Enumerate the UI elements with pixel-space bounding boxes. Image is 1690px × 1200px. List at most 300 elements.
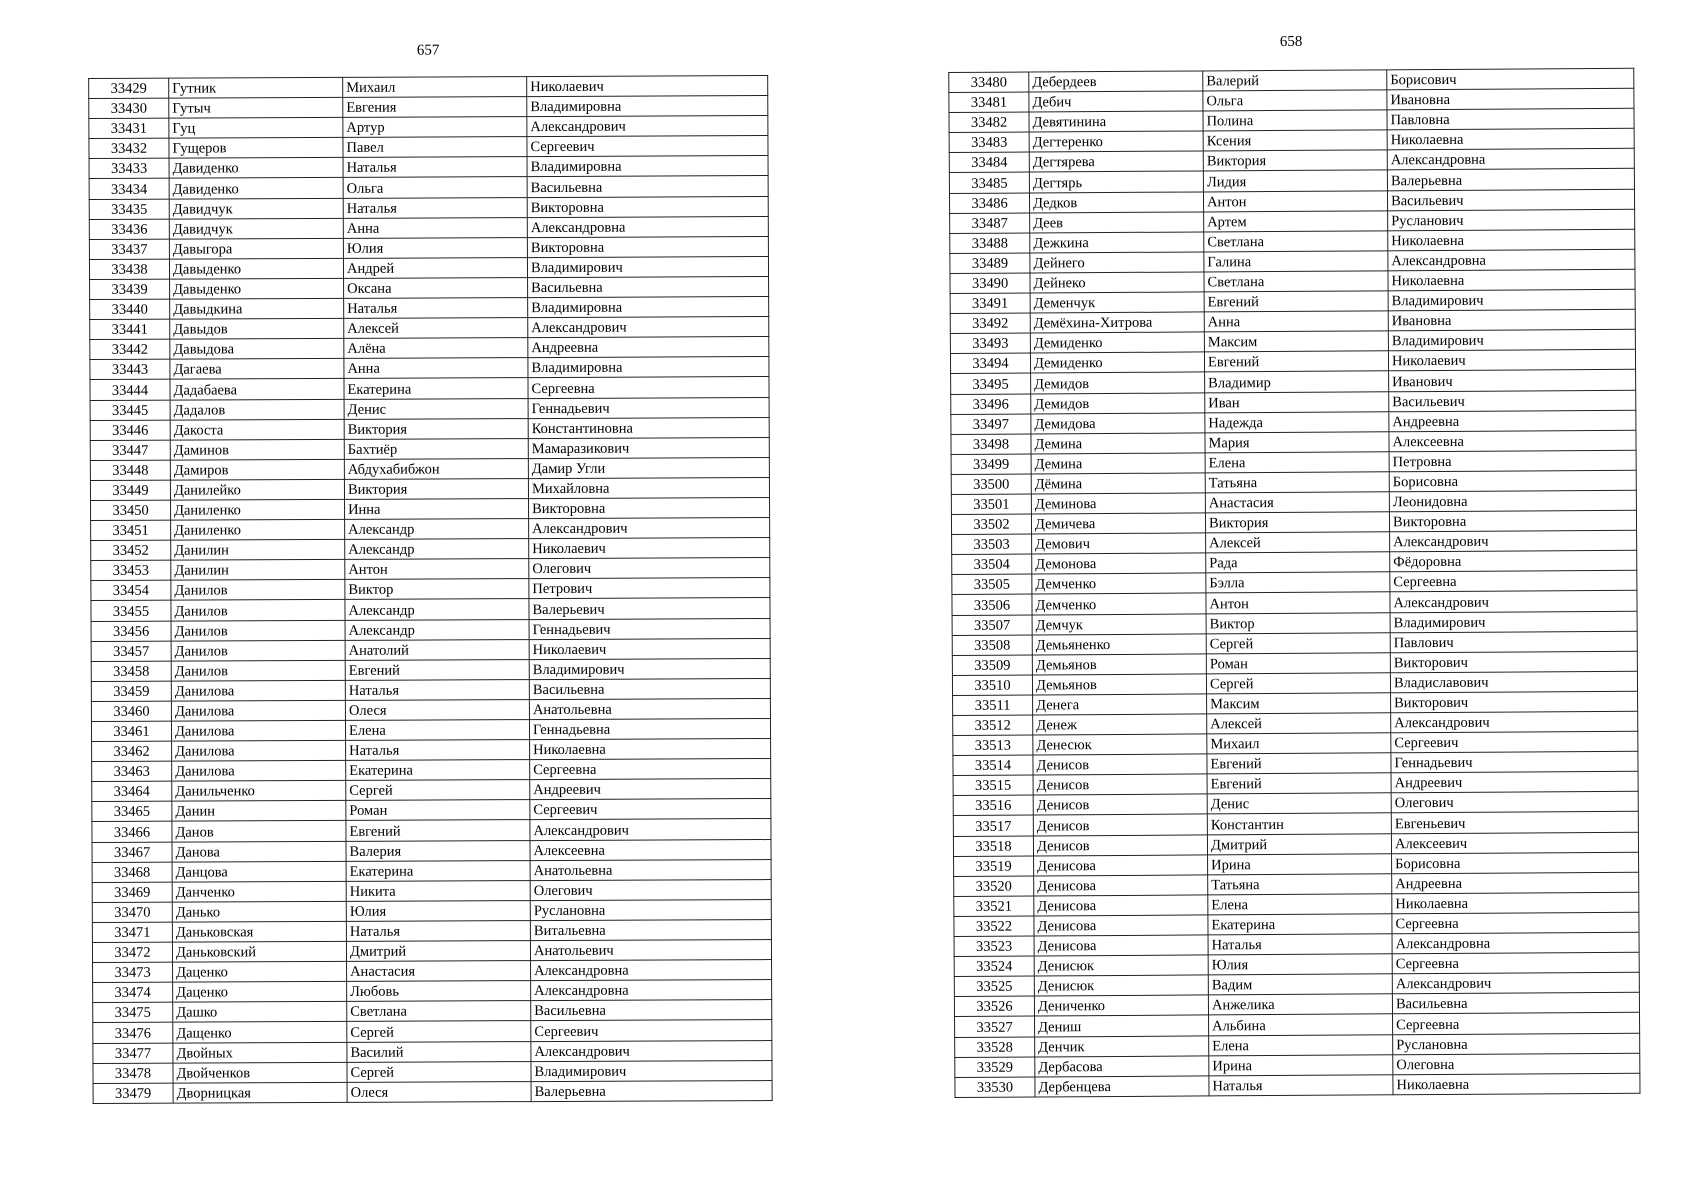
record-number-cell: 33530 [955, 1077, 1035, 1098]
surname-cell: Гутыч [169, 97, 343, 118]
patronymic-cell: Иванович [1389, 370, 1636, 392]
surname-cell: Девятинина [1029, 111, 1203, 132]
first-name-cell: Галина [1204, 251, 1388, 272]
record-number-cell: 33507 [952, 615, 1032, 636]
record-number-cell: 33472 [92, 942, 172, 962]
first-name-cell: Сергей [346, 780, 530, 801]
first-name-cell: Екатерина [344, 378, 528, 399]
surname-cell: Данилов [171, 660, 345, 681]
surname-cell: Демович [1032, 533, 1206, 554]
surname-cell: Демидова [1031, 413, 1205, 434]
table-row [93, 1080, 772, 1103]
record-number-cell: 33461 [91, 721, 171, 741]
first-name-cell: Максим [1204, 331, 1388, 352]
record-number-cell: 33438 [89, 259, 169, 279]
surname-cell: Денега [1033, 694, 1207, 715]
patronymic-cell: Владимировна [527, 96, 768, 117]
first-name-cell: Рада [1206, 552, 1390, 573]
first-name-cell: Павел [343, 137, 527, 158]
record-number-cell: 33435 [89, 199, 169, 219]
surname-cell: Демичева [1031, 513, 1205, 534]
record-number-cell: 33442 [90, 339, 170, 359]
record-number-cell: 33513 [953, 735, 1033, 756]
record-number-cell: 33467 [92, 842, 172, 862]
first-name-cell: Светлана [1204, 271, 1388, 292]
surname-cell: Дегтярева [1029, 151, 1203, 172]
record-number-cell: 33521 [954, 896, 1034, 917]
page-left [88, 37, 773, 1104]
patronymic-cell: Андреевна [1389, 410, 1636, 432]
record-number-cell: 33445 [90, 400, 170, 420]
surname-cell: Денисов [1033, 754, 1207, 775]
patronymic-cell: Борисовна [1389, 470, 1636, 492]
surname-cell: Дербасова [1035, 1056, 1209, 1077]
registry-table [948, 68, 1640, 1098]
first-name-cell: Анжелика [1208, 994, 1392, 1015]
first-name-cell: Любовь [347, 981, 531, 1002]
surname-cell: Демина [1031, 433, 1205, 454]
patronymic-cell: Васильевна [531, 1000, 772, 1021]
patronymic-cell: Александрович [1390, 530, 1637, 552]
surname-cell: Дежкина [1030, 232, 1204, 253]
patronymic-cell: Александровна [1387, 149, 1634, 171]
record-number-cell: 33520 [954, 876, 1034, 897]
record-number-cell: 33514 [953, 755, 1033, 776]
surname-cell: Давыгора [169, 238, 343, 259]
patronymic-cell: Петрович [529, 578, 770, 599]
record-number-cell: 33493 [950, 333, 1030, 354]
record-number-cell: 33479 [93, 1083, 173, 1103]
patronymic-cell: Николаевич [1388, 350, 1635, 372]
first-name-cell: Юлия [1208, 954, 1392, 975]
record-number-cell: 33456 [91, 621, 171, 641]
surname-cell: Двойченков [173, 1062, 347, 1083]
surname-cell: Дёмина [1031, 473, 1205, 494]
record-number-cell: 33444 [90, 380, 170, 400]
registry-table [88, 75, 772, 1104]
first-name-cell: Олеся [347, 1081, 531, 1102]
patronymic-cell: Александрович [530, 819, 771, 840]
record-number-cell: 33441 [90, 319, 170, 339]
surname-cell: Демонова [1032, 553, 1206, 574]
patronymic-cell: Витальевна [530, 919, 771, 940]
patronymic-cell: Александровна [1388, 249, 1635, 271]
patronymic-cell: Александровна [531, 980, 772, 1001]
first-name-cell: Никита [346, 880, 530, 901]
patronymic-cell: Сергеевич [531, 1020, 772, 1041]
first-name-cell: Евгений [1207, 753, 1391, 774]
first-name-cell: Александр [345, 619, 529, 640]
record-number-cell: 33497 [951, 414, 1031, 435]
first-name-cell: Татьяна [1205, 472, 1389, 493]
record-number-cell: 33508 [952, 635, 1032, 656]
patronymic-cell: Олегович [1391, 792, 1638, 814]
surname-cell: Денисов [1033, 834, 1207, 855]
patronymic-cell: Анатольевна [530, 859, 771, 880]
surname-cell: Даценко [173, 982, 347, 1003]
first-name-cell: Александр [345, 539, 529, 560]
patronymic-cell: Николаевна [1388, 229, 1635, 251]
record-number-cell: 33499 [951, 454, 1031, 475]
record-number-cell: 33447 [90, 440, 170, 460]
record-number-cell: 33434 [89, 179, 169, 199]
patronymic-cell: Александрович [528, 317, 769, 338]
surname-cell: Демидов [1031, 392, 1205, 413]
patronymic-cell: Алексеевна [1389, 430, 1636, 452]
patronymic-cell: Владимирович [1390, 611, 1637, 633]
patronymic-cell: Александрович [527, 116, 768, 137]
surname-cell: Дебич [1029, 91, 1203, 112]
record-number-cell: 33432 [89, 138, 169, 158]
patronymic-cell: Мамаразикович [528, 437, 769, 458]
first-name-cell: Евгений [345, 659, 529, 680]
first-name-cell: Татьяна [1208, 874, 1392, 895]
record-number-cell: 33519 [954, 856, 1034, 877]
first-name-cell: Василий [347, 1041, 531, 1062]
patronymic-cell: Александрович [1391, 711, 1638, 733]
record-number-cell: 33488 [950, 233, 1030, 254]
record-number-cell: 33527 [955, 1016, 1035, 1037]
record-number-cell: 33503 [952, 534, 1032, 555]
patronymic-cell: Павловна [1387, 108, 1634, 130]
patronymic-cell: Леонидовна [1389, 490, 1636, 512]
patronymic-cell: Геннадьевич [528, 397, 769, 418]
surname-cell: Данилов [171, 600, 345, 621]
surname-cell: Дамиров [170, 459, 344, 480]
surname-cell: Данилейко [170, 479, 344, 500]
first-name-cell: Юлия [346, 900, 530, 921]
patronymic-cell: Викторович [1391, 691, 1638, 713]
record-number-cell: 33528 [955, 1036, 1035, 1057]
patronymic-cell: Владимирович [1388, 289, 1635, 311]
patronymic-cell: Сергеевна [1392, 912, 1639, 934]
patronymic-cell: Александровна [527, 216, 768, 237]
patronymic-cell: Васильевна [528, 276, 769, 297]
patronymic-cell: Владимирович [531, 1060, 772, 1081]
record-number-cell: 33471 [92, 922, 172, 942]
patronymic-cell: Андреевна [528, 337, 769, 358]
first-name-cell: Виктория [344, 478, 528, 499]
surname-cell: Демьянов [1032, 654, 1206, 675]
first-name-cell: Ирина [1208, 853, 1392, 874]
record-number-cell: 33489 [950, 253, 1030, 274]
patronymic-cell: Борисовна [1392, 852, 1639, 874]
patronymic-cell: Андреевна [1392, 872, 1639, 894]
patronymic-cell: Васильевич [1389, 390, 1636, 412]
first-name-cell: Сергей [347, 1061, 531, 1082]
first-name-cell: Виктория [344, 418, 528, 439]
surname-cell: Дащенко [173, 1022, 347, 1043]
patronymic-cell: Николаевна [1392, 892, 1639, 914]
surname-cell: Даниленко [171, 519, 345, 540]
record-number-cell: 33473 [93, 962, 173, 982]
record-number-cell: 33511 [953, 695, 1033, 716]
record-number-cell: 33451 [91, 520, 171, 540]
first-name-cell: Ксения [1203, 130, 1387, 151]
first-name-cell: Оксана [344, 278, 528, 299]
first-name-cell: Инна [345, 499, 529, 520]
surname-cell: Данцова [172, 861, 346, 882]
surname-cell: Дегтеренко [1029, 131, 1203, 152]
patronymic-cell: Алексеевна [530, 839, 771, 860]
record-number-cell: 33465 [92, 802, 172, 822]
surname-cell: Денисова [1034, 915, 1208, 936]
patronymic-cell: Сергеевна [530, 759, 771, 780]
surname-cell: Дербенцева [1035, 1076, 1209, 1097]
first-name-cell: Вадим [1208, 974, 1392, 995]
surname-cell: Денисюк [1034, 955, 1208, 976]
record-number-cell: 33481 [949, 92, 1029, 113]
record-number-cell: 33516 [953, 795, 1033, 816]
record-number-cell: 33482 [949, 112, 1029, 133]
record-number-cell: 33454 [91, 580, 171, 600]
first-name-cell: Сергей [347, 1021, 531, 1042]
first-name-cell: Абдухабибжон [344, 458, 528, 479]
surname-cell: Даньковский [172, 941, 346, 962]
record-number-cell: 33524 [954, 956, 1034, 977]
first-name-cell: Наталья [343, 157, 527, 178]
first-name-cell: Наталья [344, 298, 528, 319]
first-name-cell: Евгений [346, 820, 530, 841]
patronymic-cell: Андреевич [530, 779, 771, 800]
patronymic-cell: Руслановна [1393, 1033, 1640, 1055]
first-name-cell: Максим [1207, 693, 1391, 714]
first-name-cell: Анастасия [1205, 492, 1389, 513]
patronymic-cell: Ивановна [1387, 88, 1634, 110]
first-name-cell: Алёна [344, 338, 528, 359]
record-number-cell: 33494 [950, 353, 1030, 374]
first-name-cell: Екатерина [346, 760, 530, 781]
first-name-cell: Евгения [343, 97, 527, 118]
surname-cell: Данилова [172, 761, 346, 782]
surname-cell: Дегтярь [1029, 171, 1203, 192]
record-number-cell: 33453 [91, 560, 171, 580]
first-name-cell: Александр [345, 599, 529, 620]
patronymic-cell: Николаевич [527, 76, 768, 97]
surname-cell: Демидов [1031, 372, 1205, 393]
surname-cell: Демьяненко [1032, 634, 1206, 655]
surname-cell: Денисова [1034, 935, 1208, 956]
surname-cell: Давиденко [169, 158, 343, 179]
first-name-cell: Ольга [1203, 90, 1387, 111]
patronymic-cell: Николаевна [1393, 1073, 1640, 1095]
surname-cell: Данилин [171, 540, 345, 561]
record-number-cell: 33431 [89, 118, 169, 138]
first-name-cell: Валерия [346, 840, 530, 861]
patronymic-cell: Викторович [1390, 651, 1637, 673]
record-number-cell: 33518 [953, 836, 1033, 857]
surname-cell: Дадабаева [170, 379, 344, 400]
surname-cell: Дадалов [170, 399, 344, 420]
record-number-cell: 33466 [92, 822, 172, 842]
patronymic-cell: Викторовна [527, 196, 768, 217]
patronymic-cell: Русланович [1388, 209, 1635, 231]
record-number-cell: 33455 [91, 601, 171, 621]
record-number-cell: 33487 [950, 213, 1030, 234]
first-name-cell: Сергей [1206, 673, 1390, 694]
patronymic-cell: Александрович [1390, 591, 1637, 613]
surname-cell: Данильченко [172, 781, 346, 802]
first-name-cell: Евгений [1204, 351, 1388, 372]
first-name-cell: Наталья [345, 679, 529, 700]
page-number: 658 [1279, 33, 1303, 50]
surname-cell: Даминов [170, 439, 344, 460]
patronymic-cell: Васильевна [529, 678, 770, 699]
first-name-cell: Роман [346, 800, 530, 821]
record-number-cell: 33452 [91, 540, 171, 560]
surname-cell: Демина [1031, 453, 1205, 474]
record-number-cell: 33505 [952, 574, 1032, 595]
surname-cell: Гутник [169, 77, 343, 98]
record-number-cell: 33475 [93, 1002, 173, 1022]
patronymic-cell: Викторовна [529, 497, 770, 518]
record-number-cell: 33433 [89, 159, 169, 179]
record-number-cell: 33512 [953, 715, 1033, 736]
record-number-cell: 33498 [951, 434, 1031, 455]
first-name-cell: Анна [1204, 311, 1388, 332]
surname-cell: Данилова [172, 740, 346, 761]
patronymic-cell: Владиславович [1390, 671, 1637, 693]
surname-cell: Дагаева [170, 359, 344, 380]
first-name-cell: Наталья [346, 740, 530, 761]
patronymic-cell: Александрович [1392, 973, 1639, 995]
record-number-cell: 33463 [92, 761, 172, 781]
first-name-cell: Екатерина [1208, 914, 1392, 935]
patronymic-cell: Евгеньевич [1391, 812, 1638, 834]
surname-cell: Дениченко [1034, 995, 1208, 1016]
first-name-cell: Антон [1203, 190, 1387, 211]
record-number-cell: 33446 [90, 420, 170, 440]
patronymic-cell: Владимирович [527, 256, 768, 277]
surname-cell: Данилова [171, 720, 345, 741]
first-name-cell: Анна [343, 217, 527, 238]
first-name-cell: Бэлла [1206, 572, 1390, 593]
first-name-cell: Михаил [1207, 733, 1391, 754]
surname-cell: Данилова [171, 680, 345, 701]
record-number-cell: 33457 [91, 641, 171, 661]
surname-cell: Денеж [1033, 714, 1207, 735]
record-number-cell: 33439 [90, 279, 170, 299]
first-name-cell: Иван [1205, 391, 1389, 412]
patronymic-cell: Дамир Угли [528, 457, 769, 478]
surname-cell: Данилин [171, 560, 345, 581]
surname-cell: Данилов [171, 640, 345, 661]
record-number-cell: 33523 [954, 936, 1034, 957]
record-number-cell: 33502 [951, 514, 1031, 535]
patronymic-cell: Васильевна [527, 176, 768, 197]
record-number-cell: 33491 [950, 293, 1030, 314]
first-name-cell: Роман [1206, 653, 1390, 674]
patronymic-cell: Викторовна [1389, 510, 1636, 532]
surname-cell: Демьянов [1032, 674, 1206, 695]
surname-cell: Даниленко [171, 499, 345, 520]
patronymic-cell: Алексеевич [1391, 832, 1638, 854]
patronymic-cell: Сергеевич [527, 136, 768, 157]
first-name-cell: Светлана [1204, 231, 1388, 252]
patronymic-cell: Сергеевна [1393, 1013, 1640, 1035]
surname-cell: Дакоста [170, 419, 344, 440]
record-number-cell: 33529 [955, 1057, 1035, 1078]
surname-cell: Деев [1030, 212, 1204, 233]
first-name-cell: Анастасия [347, 961, 531, 982]
patronymic-cell: Владимировна [528, 357, 769, 378]
patronymic-cell: Анатольевич [530, 940, 771, 961]
surname-cell: Давыденко [169, 258, 343, 279]
surname-cell: Демченко [1032, 593, 1206, 614]
patronymic-cell: Фёдоровна [1390, 551, 1637, 573]
patronymic-cell: Геннадьевич [1391, 751, 1638, 773]
patronymic-cell: Сергеевна [1392, 952, 1639, 974]
record-number-cell: 33510 [952, 675, 1032, 696]
surname-cell: Двойных [173, 1042, 347, 1063]
record-number-cell: 33464 [92, 781, 172, 801]
patronymic-cell: Ивановна [1388, 309, 1635, 331]
first-name-cell: Олеся [345, 699, 529, 720]
record-number-cell: 33470 [92, 902, 172, 922]
first-name-cell: Елена [1209, 1034, 1393, 1055]
first-name-cell: Алексей [1207, 713, 1391, 734]
first-name-cell: Алексей [344, 318, 528, 339]
record-number-cell: 33486 [949, 193, 1029, 214]
patronymic-cell: Николаевна [1387, 129, 1634, 151]
surname-cell: Гуц [169, 118, 343, 139]
surname-cell: Дедков [1029, 192, 1203, 213]
record-number-cell: 33469 [92, 882, 172, 902]
patronymic-cell: Николаевич [529, 538, 770, 559]
record-number-cell: 33436 [89, 219, 169, 239]
first-name-cell: Полина [1203, 110, 1387, 131]
first-name-cell: Антон [345, 559, 529, 580]
record-number-cell: 33476 [93, 1023, 173, 1043]
first-name-cell: Наталья [1209, 1074, 1393, 1095]
surname-cell: Демчук [1032, 613, 1206, 634]
record-number-cell: 33478 [93, 1063, 173, 1083]
surname-cell: Демиденко [1030, 332, 1204, 353]
first-name-cell: Екатерина [346, 860, 530, 881]
first-name-cell: Лидия [1203, 170, 1387, 191]
surname-cell: Давыдов [170, 319, 344, 340]
record-number-cell: 33501 [951, 494, 1031, 515]
record-number-cell: 33490 [950, 273, 1030, 294]
first-name-cell: Светлана [347, 1001, 531, 1022]
first-name-cell: Александр [345, 519, 529, 540]
patronymic-cell: Васильевич [1387, 189, 1634, 211]
first-name-cell: Евгений [1207, 773, 1391, 794]
patronymic-cell: Владимирович [1388, 330, 1635, 352]
record-number-cell: 33449 [90, 480, 170, 500]
surname-cell: Дворницкая [173, 1082, 347, 1103]
first-name-cell: Михаил [343, 77, 527, 98]
first-name-cell: Ирина [1209, 1054, 1393, 1075]
first-name-cell: Антон [1206, 592, 1390, 613]
patronymic-cell: Валерьевна [1387, 169, 1634, 191]
first-name-cell: Виктор [1206, 612, 1390, 633]
surname-cell: Гущеров [169, 138, 343, 159]
record-number-cell: 33484 [949, 152, 1029, 173]
surname-cell: Давидчук [169, 198, 343, 219]
first-name-cell: Денис [344, 398, 528, 419]
patronymic-cell: Анатольевна [529, 698, 770, 719]
record-number-cell: 33495 [951, 373, 1031, 394]
record-number-cell: 33522 [954, 916, 1034, 937]
surname-cell: Даньковская [172, 921, 346, 942]
record-number-cell: 33430 [89, 98, 169, 118]
first-name-cell: Артур [343, 117, 527, 138]
surname-cell: Даценко [173, 962, 347, 983]
first-name-cell: Бахтиёр [344, 438, 528, 459]
first-name-cell: Виктория [1203, 150, 1387, 171]
first-name-cell: Елена [1208, 894, 1392, 915]
